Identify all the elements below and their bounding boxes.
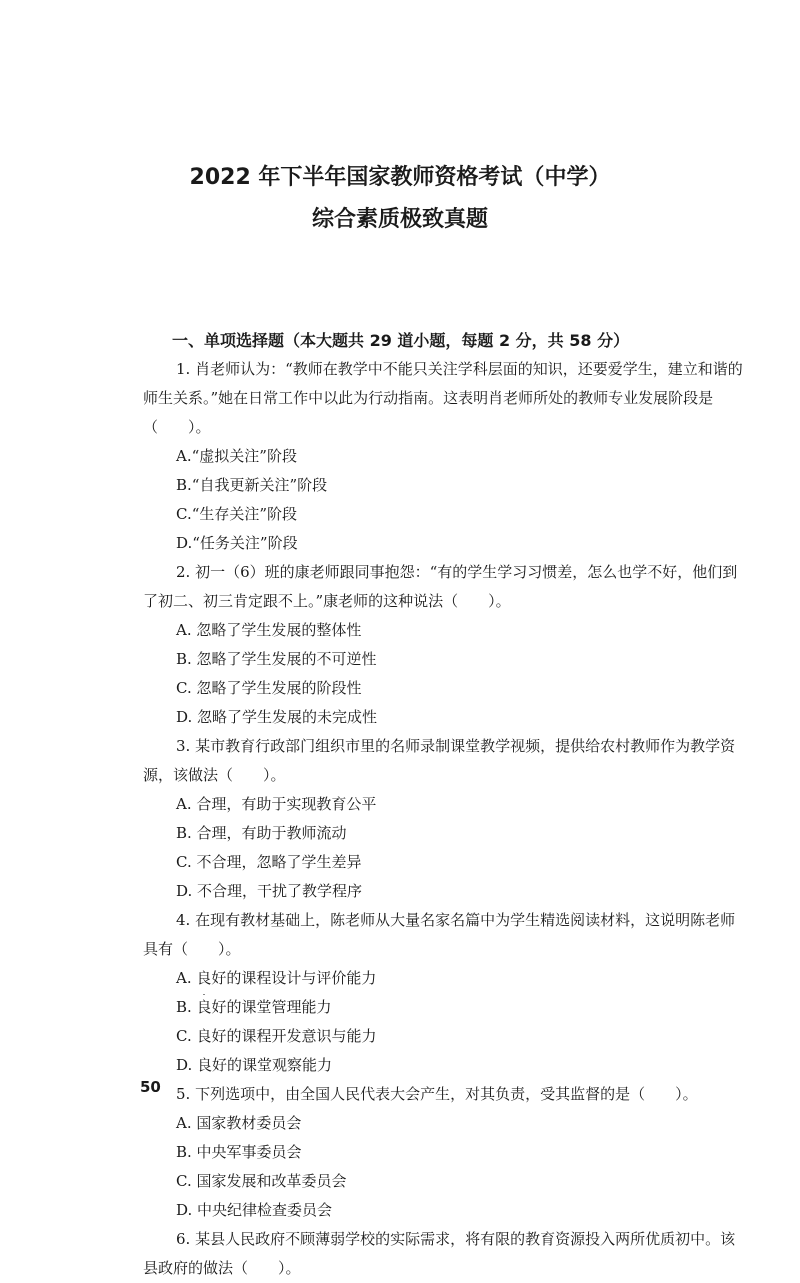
option-list [143, 1109, 745, 1225]
question-6 [143, 1225, 745, 1283]
question-3 [143, 732, 745, 906]
question-stem: 3. 某市教育行政部门组织市里的名师录制课堂教学视频，提供给农村教师作为教学资源，该做法（ ）。 [143, 737, 736, 784]
scan-speck [203, 994, 205, 995]
option-c: C. 良好的课程开发意识与能力 [176, 1027, 377, 1045]
option-a: A. 合理，有助于实现教育公平 [176, 795, 377, 813]
option-b: B. 中央军事委员会 [176, 1143, 302, 1161]
option-list [143, 442, 745, 558]
option-a: A. 良好的课程设计与评价能力 [176, 969, 377, 987]
question-2 [143, 558, 745, 732]
option-d: D. 良好的课堂观察能力 [176, 1056, 333, 1074]
option-d: D. 中央纪律检查委员会 [176, 1201, 333, 1219]
option-list [143, 616, 745, 732]
option-c: C. 不合理，忽略了学生差异 [176, 853, 362, 871]
option-d: D. 不合理，干扰了教学程序 [176, 882, 363, 900]
question-stem: 4. 在现有教材基础上，陈老师从大量名家名篇中为学生精选阅读材料，这说明陈老师具有（ ）。 [143, 911, 736, 958]
option-list [143, 964, 745, 1080]
option-d: D.“任务关注”阶段 [176, 534, 298, 552]
question-list [143, 355, 745, 1283]
question-stem: 6. 某县人民政府不顾薄弱学校的实际需求，将有限的教育资源投入两所优质初中。该县政府的做法（ ）。 [143, 1230, 736, 1277]
question-1 [143, 355, 745, 558]
option-b: B. 忽略了学生发展的不可逆性 [176, 650, 377, 668]
page-number: 50 [140, 1078, 161, 1096]
question-stem: 5. 下列选项中，由全国人民代表大会产生，对其负责，受其监督的是（ ）。 [176, 1085, 698, 1103]
question-stem: 1. 肖老师认为：“教师在教学中不能只关注学科层面的知识，还要爱学生，建立和谐的师生关系。”她在日常工作中以此为行动指南。这表明肖老师所处的教师专业发展阶段是（ ）。 [143, 360, 743, 436]
option-list [143, 790, 745, 906]
exam-subtitle: 综合素质极致真题 [311, 207, 488, 232]
option-a: A.“虚拟关注”阶段 [176, 447, 297, 465]
option-d: D. 忽略了学生发展的未完成性 [176, 708, 378, 726]
question-stem: 2. 初一（6）班的康老师跟同事抱怨：“有的学生学习习惯差，怎么也学不好，他们到了初二、初三肯定跟不上。”康老师的这种说法（ ）。 [143, 563, 738, 610]
option-a: A. 国家教材委员会 [176, 1114, 302, 1132]
section-heading: 一、单项选择题（本大题共 29 道小题，每题 2 分，共 58 分） [172, 331, 630, 350]
exam-title: 2022 年下半年国家教师资格考试（中学） [189, 165, 611, 190]
option-c: C. 忽略了学生发展的阶段性 [176, 679, 362, 697]
option-c: C. 国家发展和改革委员会 [176, 1172, 347, 1190]
option-b: B. 合理，有助于教师流动 [176, 824, 347, 842]
option-c: C.“生存关注”阶段 [176, 505, 298, 523]
question-4 [143, 906, 745, 1080]
option-b: B. 良好的课堂管理能力 [176, 998, 332, 1016]
option-b: B.“自我更新关注”阶段 [176, 476, 328, 494]
question-5 [143, 1080, 745, 1225]
option-a: A. 忽略了学生发展的整体性 [176, 621, 362, 639]
